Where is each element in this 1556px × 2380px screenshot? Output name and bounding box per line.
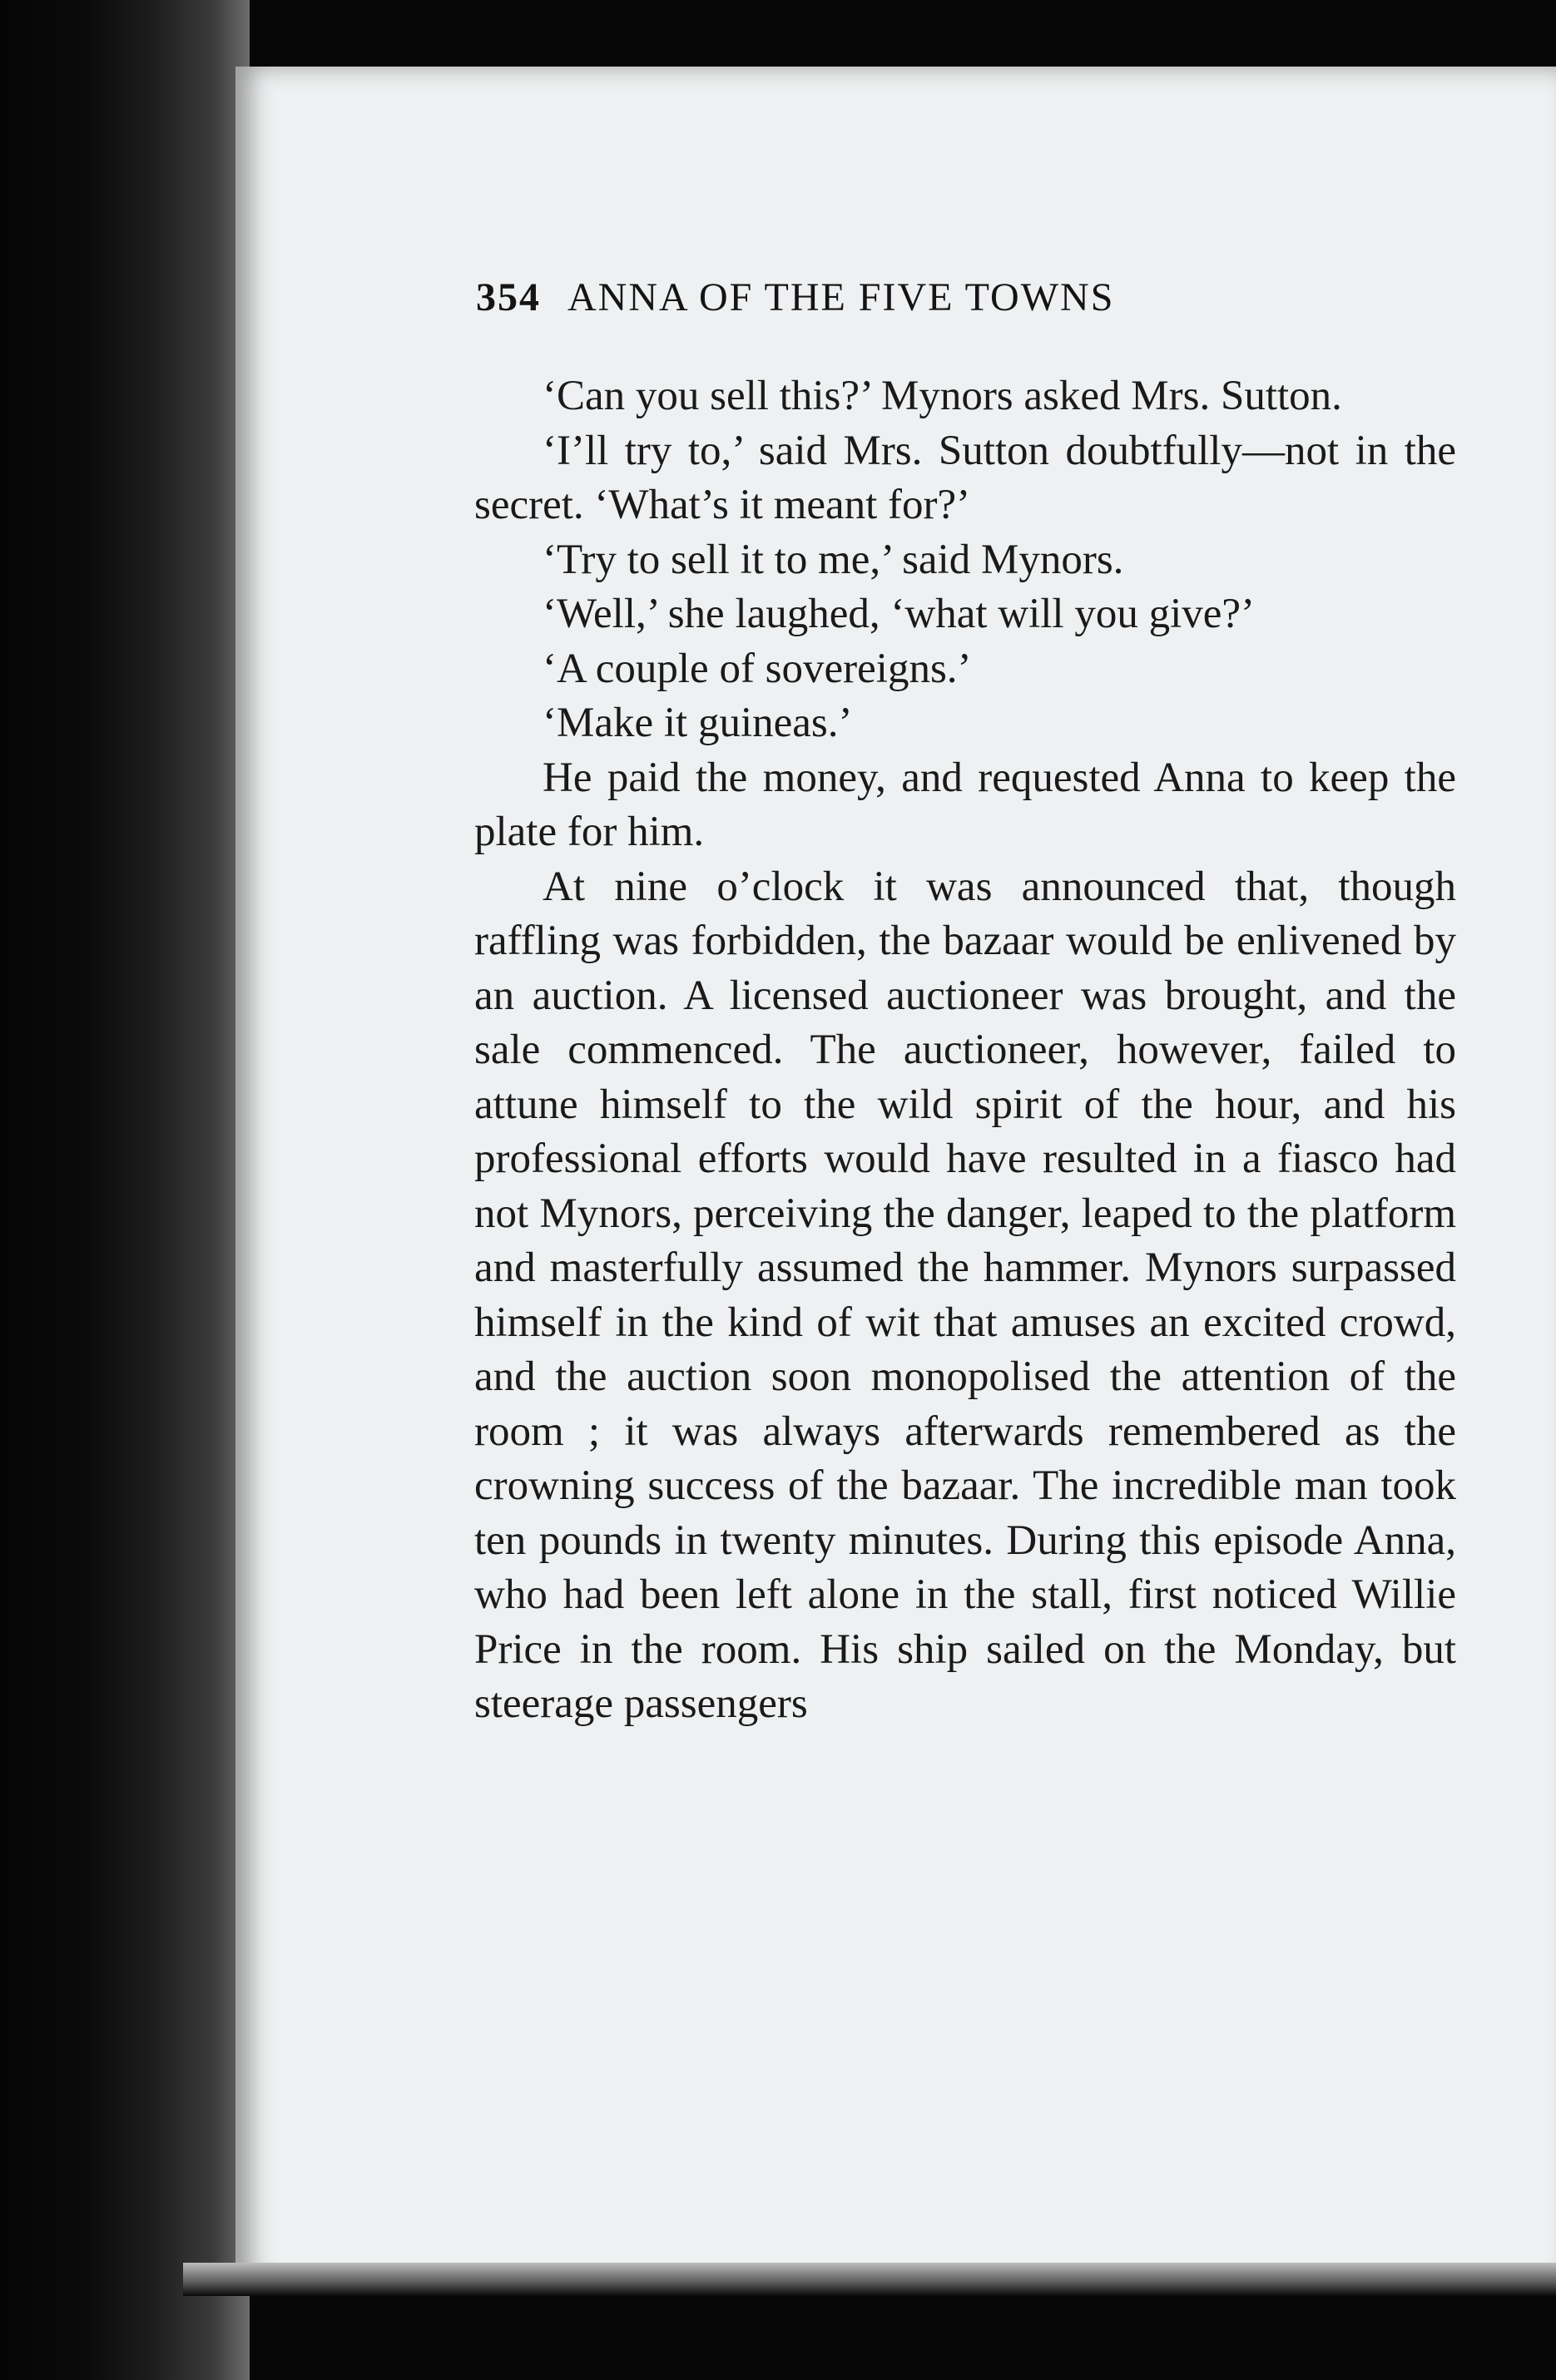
scan-binding-shadow [0,0,250,2380]
paragraph: He paid the money, and requested Anna to keep the plate for him. [474,754,1456,855]
book-title: ANNA OF THE FIVE TOWNS [567,275,1115,319]
body-text [474,369,1456,1732]
paragraph: At nine o’clock it was announced that, though raffling was forbidden, the bazaar would be enlivened by an auction. A licensed auctioneer was brought, and the sale commenced. The auctioneer, however, failed to attune himself to the wild spirit of the hour, and his professional efforts would have resulted in a fiasco had not Mynors, perceiving the danger, leaped to the platform and masterfully assumed the hammer. Mynors surpassed himself in the kind of wit that amuses an excited crowd, and the auction soon monopolised the attention of the room ; it was always afterwards remembered as the crowning success of the bazaar. The incredible man took ten pounds in twenty minutes. During this episode Anna, who had been left alone in the stall, first noticed Willie Price in the room. His ship sailed on the Monday, but steerage passengers [474,863,1456,1727]
running-head [476,275,1325,324]
paragraph: ‘Can you sell this?’ Mynors asked Mrs. Sutton. [543,373,1342,419]
page-number: 354 [476,275,541,319]
paragraph: ‘A couple of sovereigns.’ [543,645,972,692]
paragraph: ‘Well,’ she laughed, ‘what will you give?’ [543,591,1256,637]
paragraph: ‘I’ll try to,’ said Mrs. Sutton doubtfully—not in the secret. ‘What’s it meant for?’ [474,427,1456,528]
paragraph: ‘Try to sell it to me,’ said Mynors. [543,536,1124,583]
page-bottom-edge [183,2263,1556,2296]
paragraph: ‘Make it guineas.’ [543,700,853,746]
